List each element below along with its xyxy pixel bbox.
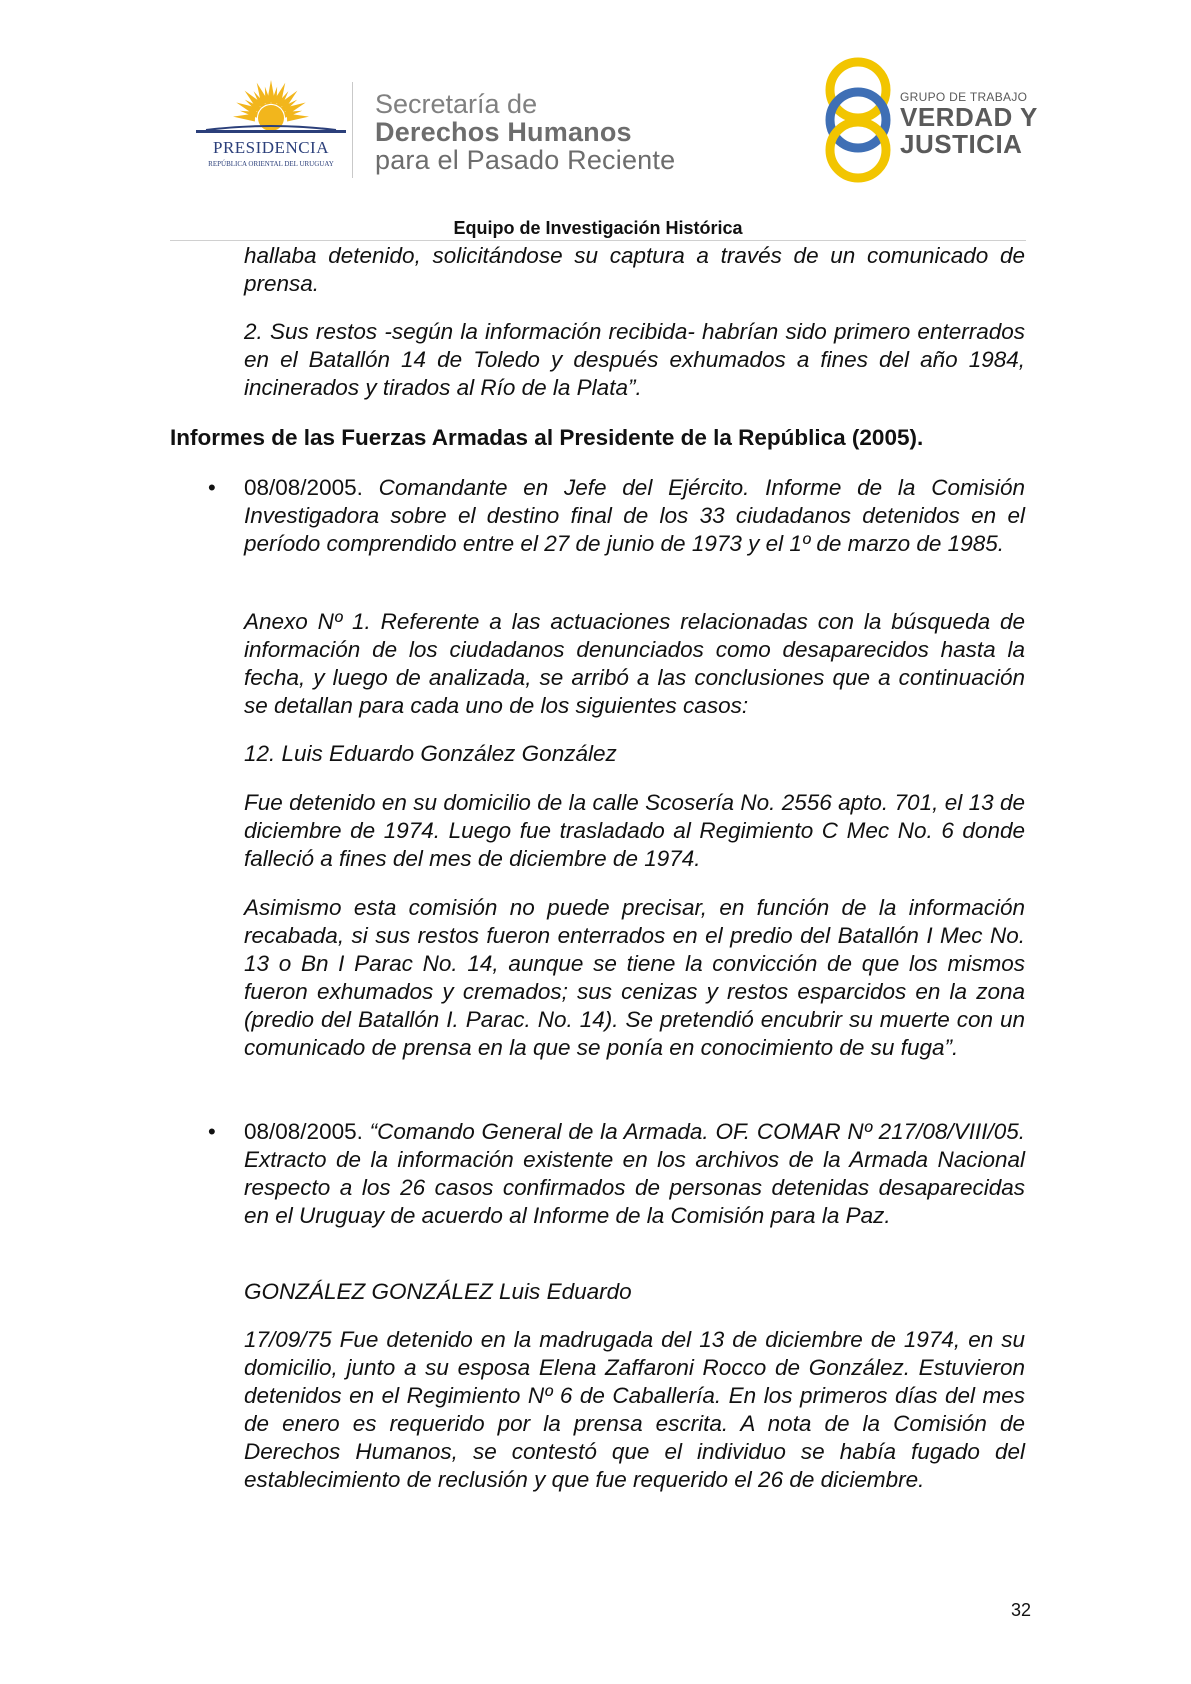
paragraph-7: GONZÁLEZ GONZÁLEZ Luis Eduardo [244, 1279, 632, 1304]
page-header [0, 0, 1191, 240]
chain-rings-icon [820, 54, 896, 184]
gtvj-line-1: GRUPO DE TRABAJO [900, 90, 1028, 104]
presidencia-logo [196, 80, 346, 176]
bullet-1-text [244, 474, 1025, 558]
paragraph-8: 17/09/75 Fue detenido en la madrugada del 13 de diciembre de 1974, en su domicilio, junto a su esposa Elena Zaffaroni Rocco de González. Estuvieron detenidos en el Regimiento Nº 6 de Caballería. En los primeros días del mes de enero es requerido por la prensa escrita. A nota de la Comisión de Derechos Humanos, se contestó que el individuo se había fugado del establecimiento de reclusión y que fue requerido el 26 de diciembre. [244, 1327, 1025, 1492]
paragraph-1: hallaba detenido, solicitándose su captura a través de un comunicado de prensa. [244, 243, 1025, 296]
gtvj-logo-text [900, 90, 1038, 158]
bullet-1-body: Comandante en Jefe del Ejército. Informe de la Comisión Investigadora sobre el destino final de los 33 ciudadanos detenidos en el período comprendido entre el 27 de junio de 1973 y el 1º de marzo de 1985. [244, 475, 1025, 556]
paragraph-3: Anexo Nº 1. Referente a las actuaciones relacionadas con la búsqueda de información de los ciudadanos denunciados como desaparecidos hasta la fecha, y luego de analizada, se arribó a las conclusiones que a continuación se detallan para cada uno de los siguientes casos: [244, 609, 1025, 718]
gtvj-line-3: JUSTICIA [900, 129, 1023, 159]
secretaria-line-3: para el Pasado Reciente [375, 145, 676, 175]
presidencia-subtitle: REPÚBLICA ORIENTAL DEL URUGUAY [208, 160, 334, 168]
logo-divider [352, 82, 353, 178]
page-number: 32 [1010, 1600, 1031, 1620]
header-subtitle: Equipo de Investigación Histórica [453, 218, 743, 238]
paragraph-2: 2. Sus restos -según la información recibida- habrían sido primero enterrados en el Batallón 14 de Toledo y después exhumados a fines del año 1984, incinerados y tirados al Río de la Plata”. [244, 319, 1025, 400]
header-rule [170, 240, 1026, 241]
paragraph-6: Asimismo esta comisión no puede precisar, en función de la información recabada, si sus restos fueron enterrados en el predio del Batallón I Mec No. 13 o Bn I Parac No. 14, aunque se tiene la convicción de que los mismos fueron exhumados y cremados; sus cenizas y restos esparcidos en la zona (predio del Batallón I. Parac. No. 14). Se pretendió encubrir su muerte con un comunicado de prensa en la que se ponía en conocimiento de su fuga”. [244, 895, 1025, 1060]
bullet-2-text [244, 1118, 1025, 1230]
secretaria-line-1: Secretaría de [375, 89, 538, 119]
bullet-1: • [208, 475, 216, 500]
secretaria-line-2: Derechos Humanos [375, 117, 632, 147]
paragraph-4: 12. Luis Eduardo González González [244, 741, 617, 766]
presidencia-title: PRESIDENCIA [212, 138, 329, 157]
section-heading: Informes de las Fuerzas Armadas al Presidente de la República (2005). [170, 425, 924, 450]
secretaria-logo-text [375, 90, 675, 174]
bullet-2-date: 08/08/2005. [244, 1119, 370, 1144]
bullet-2: • [208, 1119, 216, 1144]
paragraph-5: Fue detenido en su domicilio de la calle Scosería No. 2556 apto. 701, el 13 de diciembre de 1974. Luego fue trasladado al Regimiento C Mec No. 6 donde falleció a fines del mes de diciembre de 1974. [244, 790, 1025, 871]
bullet-2-body: “Comando General de la Armada. OF. COMAR Nº 217/08/VIII/05. Extracto de la información existente en los archivos de la Armada Nacional respecto a los 26 casos confirmados de personas detenidas desaparecidas en el Uruguay de acuerdo al Informe de la Comisión para la Paz. [244, 1119, 1025, 1228]
gtvj-line-2: VERDAD Y [900, 102, 1038, 132]
bullet-1-date: 08/08/2005. [244, 475, 379, 500]
